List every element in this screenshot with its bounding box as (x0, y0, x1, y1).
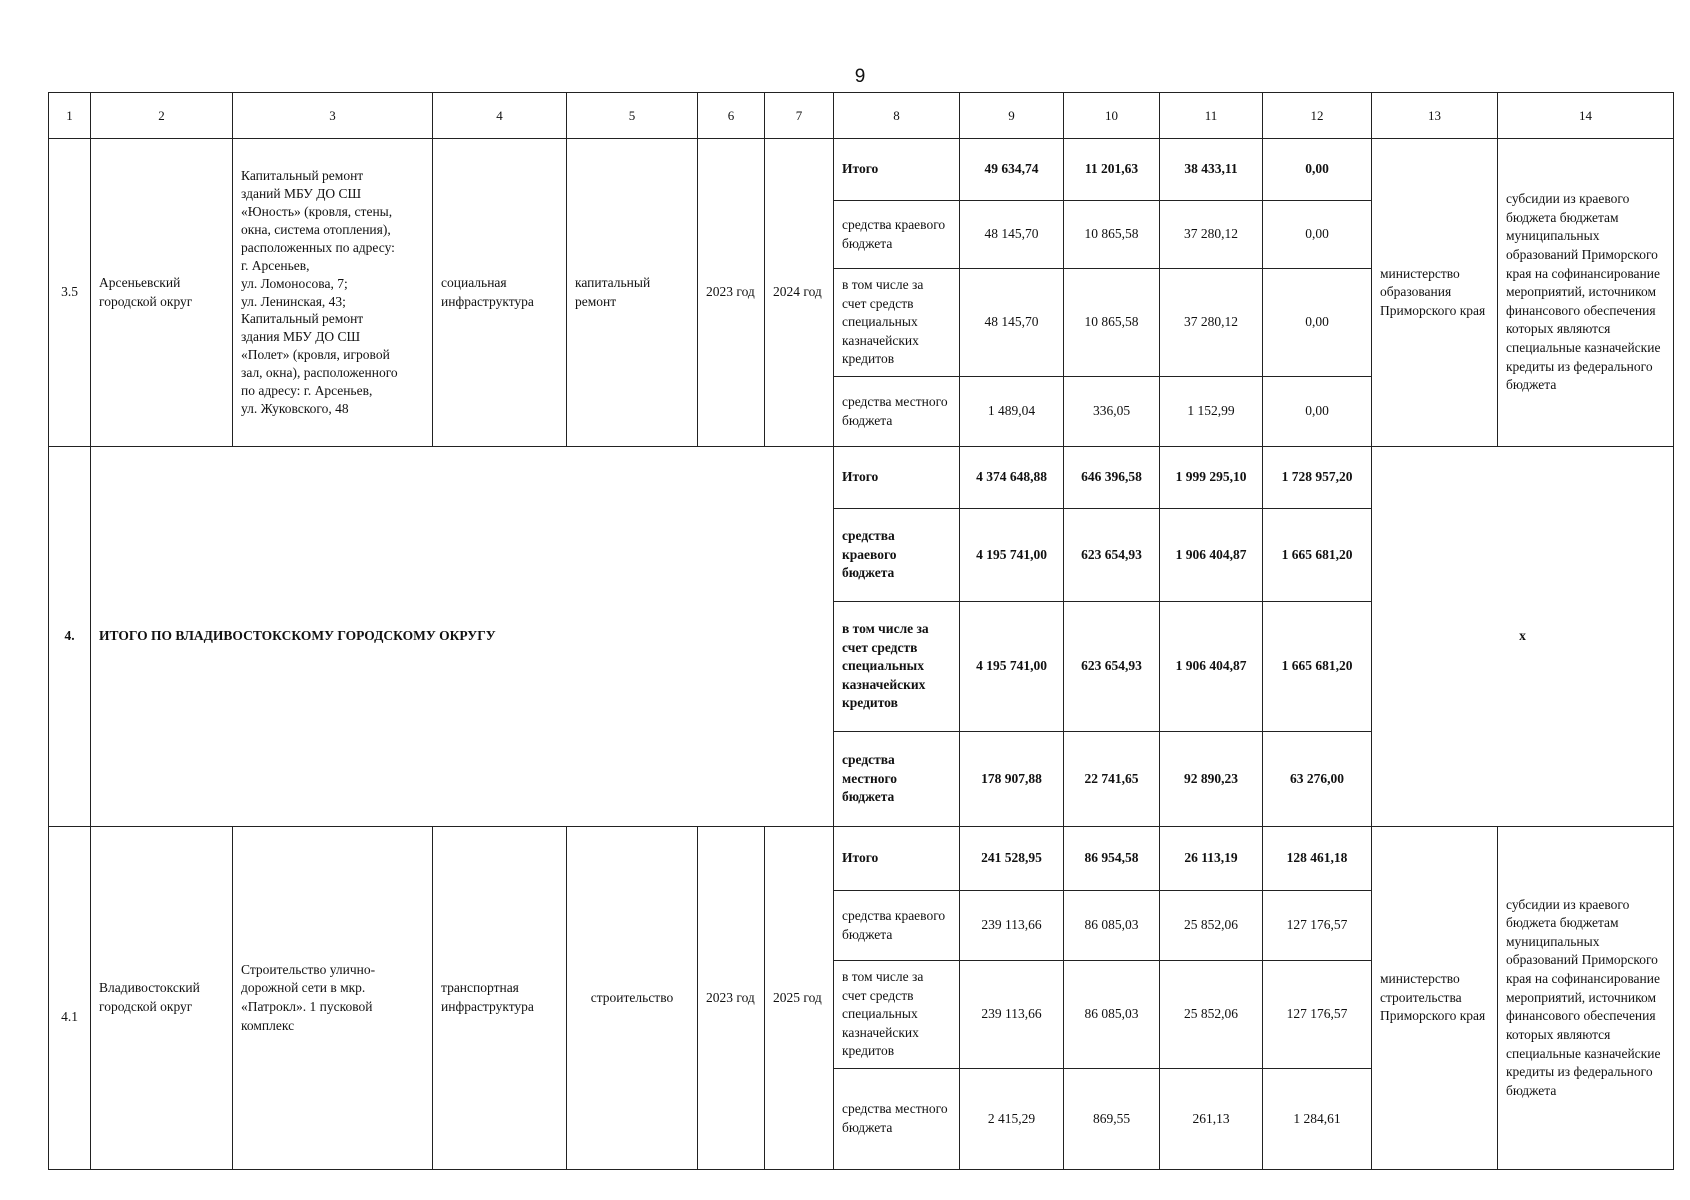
object-line: окна, система отопления), (241, 221, 391, 237)
object-line: расположенных по адресу: (241, 239, 395, 255)
amount-2023: 86 085,03 (1064, 891, 1160, 961)
amount-2023: 623 654,93 (1064, 509, 1160, 602)
ministry-cell: министерство строительства Приморского края (1372, 827, 1498, 1170)
not-applicable-mark: x (1372, 447, 1674, 827)
amount-2024: 25 852,06 (1160, 891, 1263, 961)
column-header: 1 (49, 93, 91, 139)
source-cell: Итого (834, 139, 960, 201)
amount-2025: 127 176,57 (1263, 891, 1372, 961)
amount-total: 48 145,70 (960, 269, 1064, 377)
amount-total: 178 907,88 (960, 732, 1064, 827)
budget-table (48, 92, 1674, 1170)
amount-2025: 0,00 (1263, 201, 1372, 269)
amount-2023: 11 201,63 (1064, 139, 1160, 201)
column-header: 10 (1064, 93, 1160, 139)
amount-2025: 0,00 (1263, 269, 1372, 377)
source-cell: Итого (834, 827, 960, 891)
source-cell: в том числе за счет средств специальных казначейских кредитов (834, 602, 960, 732)
amount-2023: 10 865,58 (1064, 269, 1160, 377)
table-row (49, 827, 1674, 891)
row-number: 4. (49, 447, 91, 827)
column-header: 8 (834, 93, 960, 139)
amount-total: 241 528,95 (960, 827, 1064, 891)
sphere-cell: транспортная инфраструктура (433, 827, 567, 1170)
end-year-cell: 2025 год (765, 827, 834, 1170)
object-line: Капитальный ремонт (241, 311, 364, 327)
object-line: Капитальный ремонт (241, 167, 364, 183)
start-year-cell: 2023 год (698, 827, 765, 1170)
row-number: 3.5 (49, 139, 91, 447)
source-cell: средства краевого бюджета (834, 891, 960, 961)
column-header: 2 (91, 93, 233, 139)
column-header: 6 (698, 93, 765, 139)
amount-2025: 1 284,61 (1263, 1069, 1372, 1170)
amount-2024: 38 433,11 (1160, 139, 1263, 201)
note-cell: субсидии из краевого бюджета бюджетам муниципальных образований Приморского края на софинансирование мероприятий, источником финансового обеспечения которых являются специальные казначейские кредиты из федерального бюджета (1498, 139, 1674, 447)
column-number-row (49, 93, 1674, 139)
amount-2025: 128 461,18 (1263, 827, 1372, 891)
column-header: 9 (960, 93, 1064, 139)
object-line: зданий МБУ ДО СШ (241, 185, 362, 201)
page-number: 9 (854, 66, 866, 87)
amount-2025: 1 665 681,20 (1263, 509, 1372, 602)
amount-total: 48 145,70 (960, 201, 1064, 269)
municipality-cell: Арсеньевский городской округ (91, 139, 233, 447)
amount-total: 239 113,66 (960, 961, 1064, 1069)
column-header: 14 (1498, 93, 1674, 139)
amount-2023: 10 865,58 (1064, 201, 1160, 269)
sphere-cell: социальная инфраструктура (433, 139, 567, 447)
table-row (49, 447, 1674, 509)
table-row (49, 139, 1674, 201)
amount-2023: 623 654,93 (1064, 602, 1160, 732)
amount-2024: 37 280,12 (1160, 269, 1263, 377)
amount-total: 2 415,29 (960, 1069, 1064, 1170)
end-year-cell: 2024 год (765, 139, 834, 447)
amount-2024: 1 906 404,87 (1160, 509, 1263, 602)
start-year-cell: 2023 год (698, 139, 765, 447)
amount-total: 1 489,04 (960, 377, 1064, 447)
amount-2024: 37 280,12 (1160, 201, 1263, 269)
object-line: здания МБУ ДО СШ (241, 329, 361, 345)
amount-total: 4 195 741,00 (960, 509, 1064, 602)
amount-2024: 1 152,99 (1160, 377, 1263, 447)
amount-total: 4 374 648,88 (960, 447, 1064, 509)
amount-total: 239 113,66 (960, 891, 1064, 961)
amount-2023: 86 954,58 (1064, 827, 1160, 891)
object-cell (233, 139, 433, 447)
object-line: г. Арсеньев, (241, 257, 310, 273)
amount-2025: 1 665 681,20 (1263, 602, 1372, 732)
column-header: 5 (567, 93, 698, 139)
amount-2023: 22 741,65 (1064, 732, 1160, 827)
object-line: ул. Ломоносова, 7; (241, 275, 348, 291)
source-cell: средства краевого бюджета (834, 201, 960, 269)
total-title: ИТОГО ПО ВЛАДИВОСТОКСКОМУ ГОРОДСКОМУ ОКРУГУ (91, 447, 834, 827)
object-line: ул. Ленинская, 43; (241, 293, 346, 309)
object-line: «Юность» (кровля, стены, (241, 203, 393, 219)
column-header: 12 (1263, 93, 1372, 139)
amount-2025: 1 728 957,20 (1263, 447, 1372, 509)
source-cell: в том числе за счет средств специальных казначейских кредитов (834, 269, 960, 377)
source-cell: средства краевого бюджета (834, 509, 960, 602)
amount-2025: 0,00 (1263, 377, 1372, 447)
column-header: 11 (1160, 93, 1263, 139)
source-cell: Итого (834, 447, 960, 509)
object-line: зал, окна), расположенного (241, 365, 398, 381)
municipality-cell: Владивостокский городской округ (91, 827, 233, 1170)
source-cell: средства местного бюджета (834, 1069, 960, 1170)
amount-2024: 1 999 295,10 (1160, 447, 1263, 509)
amount-2023: 869,55 (1064, 1069, 1160, 1170)
ministry-cell: министерство образования Приморского края (1372, 139, 1498, 447)
source-cell: средства местного бюджета (834, 377, 960, 447)
amount-total: 4 195 741,00 (960, 602, 1064, 732)
amount-2024: 25 852,06 (1160, 961, 1263, 1069)
source-cell: в том числе за счет средств специальных казначейских кредитов (834, 961, 960, 1069)
column-header: 13 (1372, 93, 1498, 139)
amount-2023: 646 396,58 (1064, 447, 1160, 509)
amount-2024: 261,13 (1160, 1069, 1263, 1170)
note-cell: субсидии из краевого бюджета бюджетам муниципальных образований Приморского края на софинансирование мероприятий, источником финансового обеспечения которых являются специальные казначейские кредиты из федерального бюджета (1498, 827, 1674, 1170)
object-cell: Строительство улично-дорожной сети в мкр. «Патрокл». 1 пусковой комплекс (233, 827, 433, 1170)
amount-total: 49 634,74 (960, 139, 1064, 201)
row-number: 4.1 (49, 827, 91, 1170)
object-line: «Полет» (кровля, игровой (241, 347, 390, 363)
work-type-cell: капитальный ремонт (567, 139, 698, 447)
work-type-cell: строительство (567, 827, 698, 1170)
column-header: 3 (233, 93, 433, 139)
amount-2023: 336,05 (1064, 377, 1160, 447)
amount-2024: 26 113,19 (1160, 827, 1263, 891)
amount-2025: 63 276,00 (1263, 732, 1372, 827)
amount-2024: 1 906 404,87 (1160, 602, 1263, 732)
source-cell: средства местного бюджета (834, 732, 960, 827)
object-line: ул. Жуковского, 48 (241, 401, 349, 417)
column-header: 7 (765, 93, 834, 139)
object-line: по адресу: г. Арсеньев, (241, 383, 373, 399)
amount-2023: 86 085,03 (1064, 961, 1160, 1069)
amount-2025: 127 176,57 (1263, 961, 1372, 1069)
amount-2025: 0,00 (1263, 139, 1372, 201)
column-header: 4 (433, 93, 567, 139)
amount-2024: 92 890,23 (1160, 732, 1263, 827)
